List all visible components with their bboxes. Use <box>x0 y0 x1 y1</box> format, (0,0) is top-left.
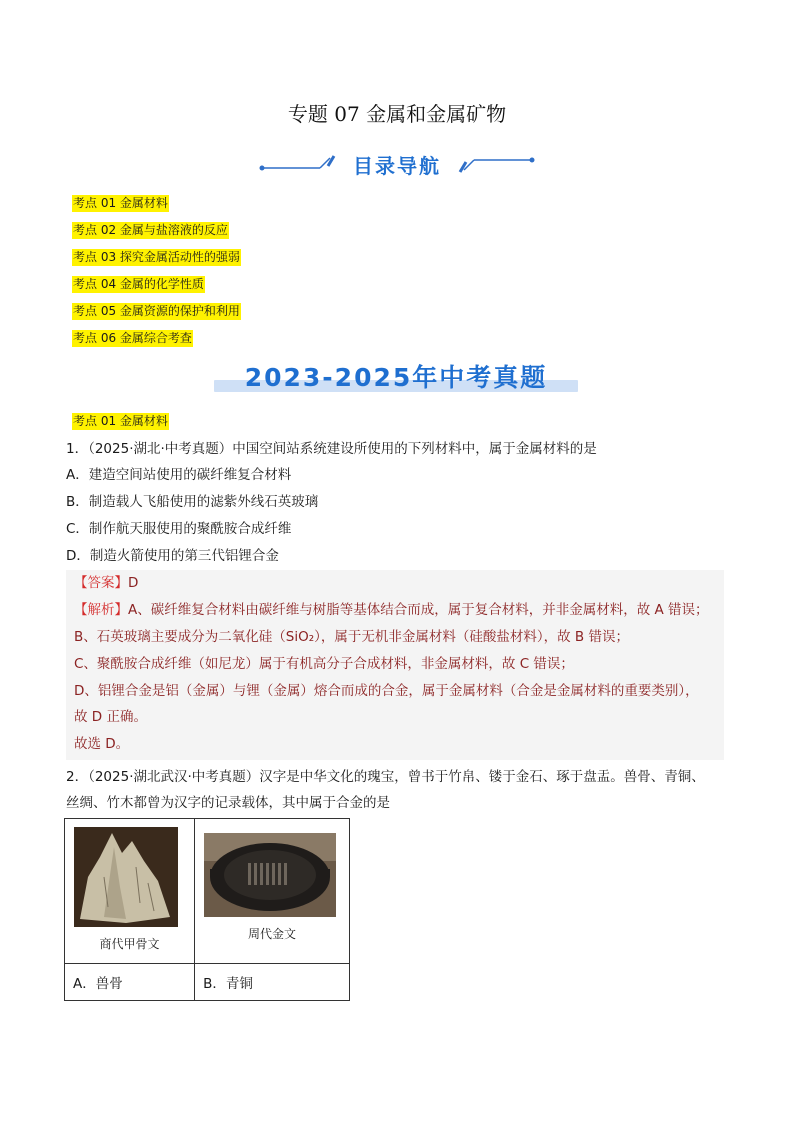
analysis-text: A、碳纤维复合材料由碳纤维与树脂等基体结合而成，属于复合材料，并非金属材料，故 A 错误； <box>128 602 709 618</box>
answer-value: D <box>128 575 139 591</box>
table-of-contents <box>72 192 241 354</box>
option-a-figure <box>65 819 194 963</box>
analysis-text: D、铝锂合金是铝（金属）与锂（金属）熔合而成的合金，属于金属材料（合金是金属材料的重要类别）， <box>74 683 699 699</box>
section-banner <box>214 358 578 396</box>
analysis-text: C、聚酰胺合成纤维（如尼龙）属于有机高分子合成材料，非金属材料，故 C 错误； <box>74 656 574 672</box>
analysis-text: 故 D 正确。 <box>74 709 147 725</box>
toc-item[interactable]: 考点 02 金属与盐溶液的反应 <box>73 223 228 237</box>
question-2-options-table <box>64 818 350 1001</box>
answer-tag: 【答案】 <box>74 575 128 591</box>
section-banner-label: 2023-2025年中考真题 <box>244 363 548 392</box>
question-1-option-a: A．建造空间站使用的碳纤维复合材料 <box>66 467 292 483</box>
toc-item[interactable]: 考点 03 探究金属活动性的强弱 <box>73 250 240 264</box>
question-1-option-b: B．制造载人飞船使用的滤紫外线石英玻璃 <box>66 494 319 510</box>
analysis-text: 故选 D。 <box>74 736 130 752</box>
bronze-vessel-image-icon <box>204 833 336 917</box>
analysis-text: B、石英玻璃主要成分为二氧化硅（SiO₂），属于无机非金属材料（硅酸盐材料），故 B 错误； <box>74 629 629 645</box>
toc-banner-label: 目录导航 <box>353 154 441 178</box>
option-a-label[interactable]: A．兽骨 <box>65 964 195 1001</box>
toc-item[interactable]: 考点 06 金属综合考查 <box>73 331 192 345</box>
option-b-label[interactable]: B．青铜 <box>195 964 350 1001</box>
option-b-figure <box>195 819 349 963</box>
section-label <box>72 410 169 430</box>
toc-banner <box>258 146 536 182</box>
oracle-bone-image-icon <box>74 827 178 927</box>
toc-item[interactable]: 考点 05 金属资源的保护和利用 <box>73 304 240 318</box>
toc-item[interactable]: 考点 04 金属的化学性质 <box>73 277 204 291</box>
page-title: 专题 07 金属和金属矿物 <box>287 102 507 126</box>
analysis-tag: 【解析】 <box>74 602 128 618</box>
option-b-caption: 周代金文 <box>248 927 297 941</box>
question-1-option-d: D．制造火箭使用的第三代铝锂合金 <box>66 548 279 564</box>
question-2-stem: 2．（2025·湖北武汉·中考真题）汉字是中华文化的瑰宝，曾书于竹帛、镂于金石、琢于盘盂。兽骨、青铜、 <box>66 769 705 785</box>
answer-panel <box>66 570 724 760</box>
answer-line <box>74 570 138 596</box>
option-a-caption: 商代甲骨文 <box>99 937 160 951</box>
question-2-stem: 丝绸、竹木都曾为汉字的记录载体，其中属于合金的是 <box>66 795 390 811</box>
toc-item[interactable]: 考点 01 金属材料 <box>73 196 168 210</box>
section-label-text: 考点 01 金属材料 <box>73 414 168 428</box>
question-1-option-c: C．制作航天服使用的聚酰胺合成纤维 <box>66 521 292 537</box>
question-1-stem: 1．（2025·湖北·中考真题）中国空间站系统建设所使用的下列材料中，属于金属材料的是 <box>66 441 597 457</box>
analysis-line <box>74 597 709 623</box>
